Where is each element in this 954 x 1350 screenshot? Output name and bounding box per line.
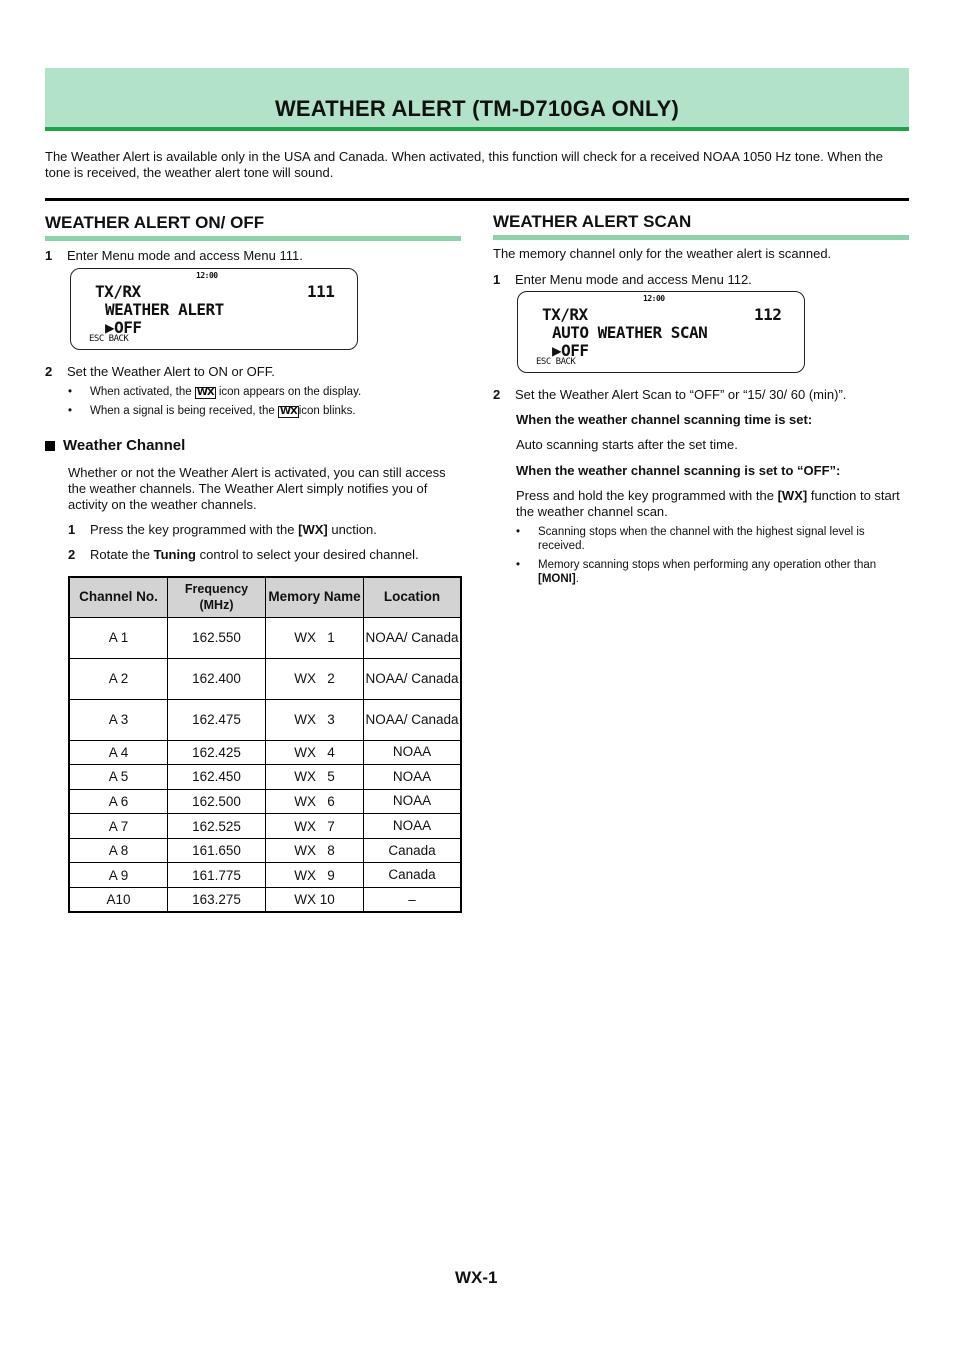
table-cell: Canada xyxy=(364,863,462,888)
table-cell: 162.450 xyxy=(168,765,266,790)
lcd-line-1: TX/RX xyxy=(542,305,588,324)
step-number: 1 xyxy=(68,522,76,537)
table-cell: A 8 xyxy=(69,838,168,863)
subsection-title-text: Weather Channel xyxy=(63,437,186,454)
condition-text xyxy=(516,488,909,520)
table-cell: A 6 xyxy=(69,789,168,814)
lcd-line-2: WEATHER ALERT xyxy=(105,300,224,319)
table-cell: A 3 xyxy=(69,699,168,740)
table-cell: A 4 xyxy=(69,740,168,765)
key-label: Tuning xyxy=(153,547,196,562)
table-cell: 162.475 xyxy=(168,699,266,740)
table-cell: A 5 xyxy=(69,765,168,790)
lcd-line-2: AUTO WEATHER SCAN xyxy=(552,323,708,342)
lcd-clock: 12:00 xyxy=(196,271,218,280)
bullet-text: When a signal is being received, the xyxy=(90,405,275,417)
step-text: Rotate the xyxy=(90,547,150,562)
table-cell: WX 7 xyxy=(266,814,364,839)
key-label: [WX] xyxy=(298,522,328,537)
table-cell: WX 6 xyxy=(266,789,364,814)
table-row xyxy=(69,863,461,888)
table-cell: WX 8 xyxy=(266,838,364,863)
table-row xyxy=(69,888,461,913)
square-bullet-icon xyxy=(45,441,55,451)
table-cell: – xyxy=(364,888,462,913)
table-row xyxy=(69,765,461,790)
bullet-text: icon blinks. xyxy=(298,405,356,417)
sub-step-2 xyxy=(68,547,461,563)
table-cell: NOAA xyxy=(364,789,462,814)
table-cell: A 2 xyxy=(69,658,168,699)
section-title-bar xyxy=(45,236,461,241)
condition-text-part: function to start the weather channel scan. xyxy=(516,488,900,519)
key-label: [MONI] xyxy=(538,573,576,585)
condition-text: Auto scanning starts after the set time. xyxy=(516,437,738,452)
table-cell: WX 9 xyxy=(266,863,364,888)
lcd-menu-number: 112 xyxy=(754,305,782,324)
step-1 xyxy=(493,272,909,288)
bullet-text-part: . xyxy=(575,573,579,585)
section-divider xyxy=(45,198,909,201)
step-number: 1 xyxy=(45,248,53,263)
step-number: 2 xyxy=(45,364,53,379)
lcd-line-3: ▶OFF xyxy=(552,341,589,360)
step-2 xyxy=(493,387,909,403)
sub-step-1 xyxy=(68,522,461,538)
condition-heading: When the weather channel scanning time is set: xyxy=(516,412,813,427)
table-row xyxy=(69,658,461,699)
step-text: Set the Weather Alert to ON or OFF. xyxy=(67,364,275,379)
lcd-menu-number: 111 xyxy=(307,282,335,301)
column-header: Channel No. xyxy=(69,577,168,617)
subsection-paragraph: Whether or not the Weather Alert is activated, you can still access the weather channels. The Weather Alert simply notifies you of activity on the weather channels. xyxy=(68,465,446,512)
intro-paragraph: The Weather Alert is available only in the USA and Canada. When activated, this function will check for a received NOAA 1050 Hz tone. When the tone is received, the weather alert tone will sound. xyxy=(45,149,883,180)
lcd-footer: ESC BACK xyxy=(536,357,576,367)
step-text: Enter Menu mode and access Menu 111. xyxy=(67,248,303,263)
lcd-display-menu-111 xyxy=(70,268,358,350)
bullet-text: Scanning stops when the channel with the highest signal level is received. xyxy=(538,526,865,552)
condition-heading xyxy=(516,463,909,479)
section-title-weather-alert-onoff: WEATHER ALERT ON/ OFF xyxy=(45,213,265,232)
weather-channel-table xyxy=(68,576,462,913)
table-cell: NOAA/ Canada xyxy=(364,699,462,740)
key-label: [WX] xyxy=(777,488,808,503)
step-text: Press the key programmed with the xyxy=(90,522,295,537)
bullet-text: When activated, the xyxy=(90,386,192,398)
table-cell: A10 xyxy=(69,888,168,913)
step-1 xyxy=(45,248,461,264)
table-row xyxy=(69,699,461,740)
table-header-row xyxy=(69,577,461,617)
table-cell: NOAA xyxy=(364,740,462,765)
condition-heading-text: “OFF”: xyxy=(797,463,841,478)
step-number: 2 xyxy=(68,547,76,562)
step-text: unction. xyxy=(331,522,377,537)
condition-heading-text: When the weather channel scanning is set to xyxy=(516,463,794,478)
table-cell: WX 10 xyxy=(266,888,364,913)
lcd-clock: 12:00 xyxy=(643,294,665,303)
table-cell: 162.525 xyxy=(168,814,266,839)
bullet-text-part: Memory scanning stops when performing any operation other than xyxy=(538,559,877,571)
table-cell: 162.500 xyxy=(168,789,266,814)
table-cell: 163.275 xyxy=(168,888,266,913)
condition-text-part: Press and hold the key programmed with the xyxy=(516,488,774,503)
step-number: 1 xyxy=(493,272,501,287)
table-cell: 162.425 xyxy=(168,740,266,765)
table-cell: Canada xyxy=(364,838,462,863)
step-text: control to select your desired channel. xyxy=(199,547,419,562)
table-cell: NOAA xyxy=(364,765,462,790)
bullet-item: • Scanning stops when the channel with the highest signal level is received. xyxy=(516,525,909,553)
table-cell: NOAA/ Canada xyxy=(364,617,462,658)
table-cell: WX 5 xyxy=(266,765,364,790)
table-row xyxy=(69,838,461,863)
step-number: 2 xyxy=(493,387,501,402)
bullet-item: • Memory scanning stops when performing any operation other than [MONI]. xyxy=(516,558,909,586)
table-row xyxy=(69,617,461,658)
page-number: WX-1 xyxy=(455,1268,498,1287)
column-header: Memory Name xyxy=(266,577,364,617)
subsection-title xyxy=(45,437,185,454)
table-cell: 162.550 xyxy=(168,617,266,658)
bullet-item: • When activated, the WX icon appears on the display. xyxy=(68,386,362,398)
lcd-line-3: ▶OFF xyxy=(105,318,142,337)
table-row xyxy=(69,740,461,765)
title-underline xyxy=(45,127,909,131)
lcd-footer: ESC BACK xyxy=(89,334,129,344)
step-text: Enter Menu mode and access Menu 112. xyxy=(515,272,752,287)
table-cell: 162.400 xyxy=(168,658,266,699)
bullet-text: icon appears on the display. xyxy=(218,386,362,398)
table-row xyxy=(69,789,461,814)
step-text: Set the Weather Alert Scan to “OFF” or “15/ 30/ 60 (min)”. xyxy=(515,387,847,402)
section-intro: The memory channel only for the weather alert is scanned. xyxy=(493,246,832,261)
table-cell: A 1 xyxy=(69,617,168,658)
table-row xyxy=(69,814,461,839)
table-cell: WX 4 xyxy=(266,740,364,765)
table-cell: 161.775 xyxy=(168,863,266,888)
bullet-item: • When a signal is being received, the WX icon blinks. xyxy=(68,405,356,417)
wx-icon: WX xyxy=(196,387,214,398)
column-header: Location xyxy=(364,577,462,617)
table-cell: 161.650 xyxy=(168,838,266,863)
table-cell: NOAA xyxy=(364,814,462,839)
lcd-display-menu-112 xyxy=(517,291,805,373)
table-cell: WX 1 xyxy=(266,617,364,658)
table-cell: A 9 xyxy=(69,863,168,888)
section-title-weather-alert-scan: WEATHER ALERT SCAN xyxy=(493,212,692,231)
table-cell: NOAA/ Canada xyxy=(364,658,462,699)
page-title: WEATHER ALERT (TM-D710GA ONLY) xyxy=(274,96,680,121)
column-header: Frequency (MHz) xyxy=(168,577,266,617)
bullet-text xyxy=(538,558,909,586)
lcd-line-1: TX/RX xyxy=(95,282,141,301)
table-cell: WX 3 xyxy=(266,699,364,740)
step-2 xyxy=(45,364,461,380)
table-cell: A 7 xyxy=(69,814,168,839)
wx-icon: WX xyxy=(279,406,297,417)
table-cell: WX 2 xyxy=(266,658,364,699)
section-title-bar xyxy=(493,235,909,240)
